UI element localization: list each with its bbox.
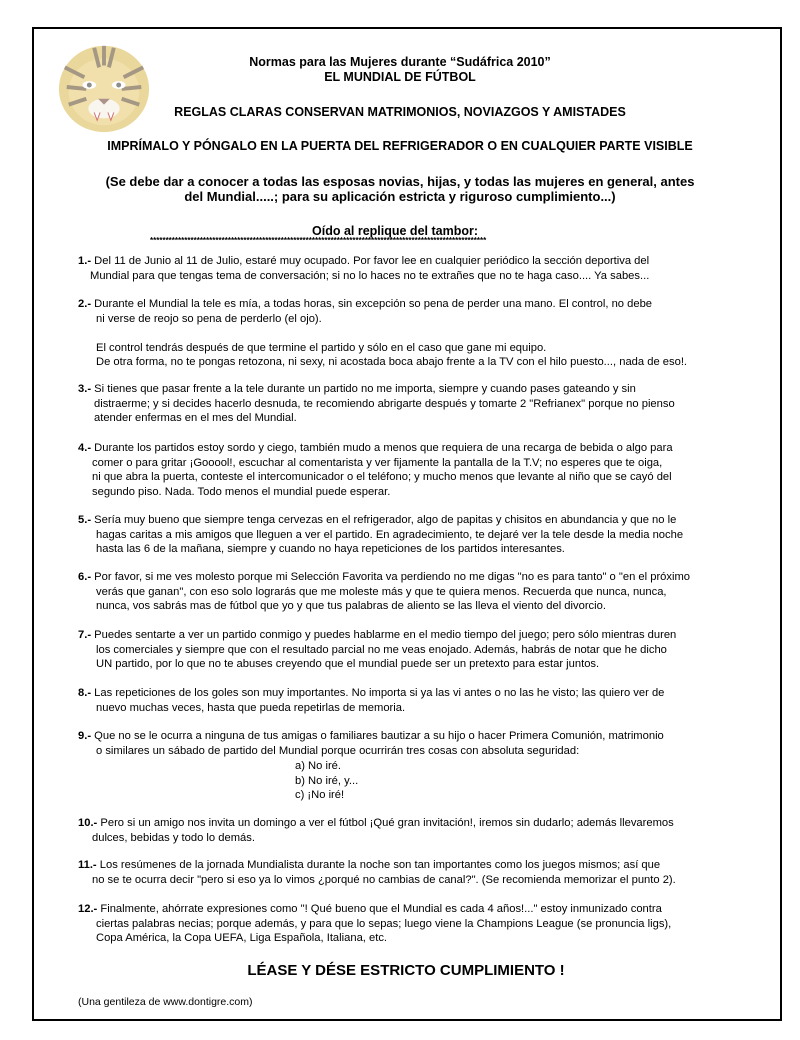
star-divider: ************************************************************************************************************ [150,237,487,245]
rule-number: 6.- [78,571,92,583]
rule-1-line-1 [78,254,649,269]
rule-12-line-2: ciertas palabras necias; porque además, y para que lo sepas; luego viene la Champions League (se pronuncia ligs), [96,917,672,930]
closing-heading: LÉASE Y DÉSE ESTRICTO CUMPLIMIENTO ! [247,962,565,979]
rule-3-line-3: atender enfermas en el mes del Mundial. [94,412,297,424]
rule-9-option: c) ¡No iré! [295,789,345,801]
rule-6-line-3: nunca, vos sabrás mas de fútbol que yo y que tus palabras de aliento se las lleva el viento del divorcio. [96,600,606,612]
rule-number: 3.- [78,383,92,395]
rule-number: 1.- [78,255,92,267]
rule-11-line-1 [78,858,660,873]
rule-10-line-1 [78,816,674,831]
rule-text: Durante el Mundial la tele es mía, a todas horas, sin excepción so pena de perder una mano. El control, no debe [91,298,653,310]
rule-2-line-2: ni verse de reojo so pena de perderlo (el ojo). [96,312,322,325]
rule-4-line-3: ni que abra la puerta, conteste el intercomunicador o el teléfono; y mucho menos que levante al niño que se cayó del [92,471,672,483]
slogan: REGLAS CLARAS CONSERVAN MATRIMONIOS, NOVIAZGOS Y AMISTADES [174,105,626,119]
rule-number: 8.- [78,687,92,699]
rule-3-line-1 [78,382,636,397]
rule-text: Por favor, si me ves molesto porque mi Selección Favorita va perdiendo no me digas "no es para tanto" o "en el próximo [91,571,691,583]
rule-text: Puedes sentarte a ver un partido conmigo y puedes hablarme en el medio tiempo del juego; pero sólo mientras duren [91,629,677,641]
rule-number: 10.- [78,817,98,829]
credit-line: (Una gentileza de www.dontigre.com) [78,996,253,1008]
tiger-logo-icon [55,38,153,136]
rule-11-line-2: no se te ocurra decir "pero si eso ya lo vimos ¿porqué no cambias de canal?". (Se recomienda memorizar el punto 2). [92,873,676,886]
rule-6-line-2: verás que ganan", con eso solo lograrás que me moleste más y que te quiera menos. Recuerda que nunca, nunca, [96,585,667,598]
rule-8-line-2: nuevo muchas veces, hasta que pueda repetirlas de memoria. [96,701,406,714]
rule-5-line-3: hasta las 6 de la mañana, siempre y cuando no haya repeticiones de los partidos interesantes. [96,543,565,555]
rule-10-line-2: dulces, bebidas y todo lo demás. [92,831,255,844]
rule-4-line-2: comer o para gritar ¡Gooool!, escuchar al comentarista y ver fijamente la pantalla de la T.V; no esperes que te oiga, [92,456,663,469]
rule-8-line-1 [78,686,664,701]
rule-number: 9.- [78,730,92,742]
rule-text: Los resúmenes de la jornada Mundialista durante la noche son tan importantes como los juegos mismos; así que [96,859,661,871]
rule-2-line-4: El control tendrás después de que termine el partido y sólo en el caso que gane mi equipo. [96,341,547,354]
rule-number: 12.- [78,903,98,915]
rule-text: Si tienes que pasar frente a la tele durante un partido no me importa, siempre y cuando pases gateando y sin [91,383,636,395]
rule-text: Sería muy bueno que siempre tenga cervezas en el refrigerador, algo de papitas y chisitos en abundancia y que no le [91,514,677,526]
note-line-1: (Se debe dar a conocer a todas las esposas novias, hijas, y todas las mujeres en general, antes [105,174,695,189]
rule-2-line-1 [78,297,652,312]
rule-9-line-2: o similares un sábado de partido del Mundial porque ocurrirán tres cosas con absoluta seguridad: [96,744,580,757]
rule-12-line-1 [78,902,662,917]
note-line-2: del Mundial.....; para su aplicación estricta y riguroso cumplimiento...) [184,189,616,204]
rule-12-line-3: Copa América, la Copa UEFA, Liga Española, Italiana, etc. [96,932,388,944]
rule-3-line-2: distraerme; y si decides hacerlo desnuda, te recomiendo abrigarte después y tomarte 2 "Refrianex" porque no pienso [94,397,675,410]
rule-7-line-1 [78,628,676,643]
rule-7-line-2: los comerciales y siempre que con el resultado parcial no me veas enojado. Además, habrás de notar que he dicho [96,643,667,656]
rule-text: Del 11 de Junio al 11 de Julio, estaré muy ocupado. Por favor lee en cualquier periódico la sección deportiva del [91,255,650,267]
rule-5-line-2: hagas caritas a mis amigos que lleguen a ver el partido. En agradecimiento, te dejaré ver la tele desde la media noche [96,528,684,541]
intro-heading: Oído al replique del tambor: [312,224,478,238]
rule-4-line-1 [78,441,673,456]
rule-text: Que no se le ocurra a ninguna de tus amigas o familiares bautizar a su hijo o hacer Primera Comunión, matrimonio [91,730,664,742]
rule-7-line-3: UN partido, por lo que no te abuses creyendo que el mundial puede ser un pretexto para estar juntos. [96,658,600,670]
rule-2-line-5: De otra forma, no te pongas retozona, ni sexy, ni acostada boca abajo frente a la TV con el hilo puesto..., nada de eso!. [96,356,688,368]
rule-number: 2.- [78,298,92,310]
rule-9-option: b) No iré, y... [295,774,359,787]
rule-text: Durante los partidos estoy sordo y ciego, también mudo a menos que requiera de una recarga de bebida o algo para [91,442,673,454]
rule-5-line-1 [78,513,676,528]
title-line-2: EL MUNDIAL DE FÚTBOL [324,70,476,84]
rule-6-line-1 [78,570,690,585]
rule-number: 4.- [78,442,92,454]
rule-9-line-1 [78,729,664,744]
rule-number: 11.- [78,859,97,871]
rule-9-option: a) No iré. [295,760,342,772]
instruction: IMPRÍMALO Y PÓNGALO EN LA PUERTA DEL REFRIGERADOR O EN CUALQUIER PARTE VISIBLE [107,139,693,153]
title-line-1: Normas para las Mujeres durante “Sudáfrica 2010” [249,55,551,69]
rule-1-line-2: Mundial para que tengas tema de conversación; si no lo haces no te extrañes que no te haga caso.... Ya sabes... [90,269,650,282]
rule-text: Finalmente, ahórrate expresiones como "! Qué bueno que el Mundial es cada 4 años!..." estoy inmunizado contra [97,903,662,915]
rule-4-line-4: segundo piso. Nada. Todo menos el mundial puede esperar. [92,485,391,498]
rule-number: 5.- [78,514,92,526]
rule-text: Las repeticiones de los goles son muy importantes. No importa si ya las vi antes o no las he visto; las quiero ver de [91,687,665,699]
rule-text: Pero si un amigo nos invita un domingo a ver el fútbol ¡Qué gran invitación!, iremos sin dudarlo; además llevaremos [97,817,674,829]
rule-number: 7.- [78,629,92,641]
